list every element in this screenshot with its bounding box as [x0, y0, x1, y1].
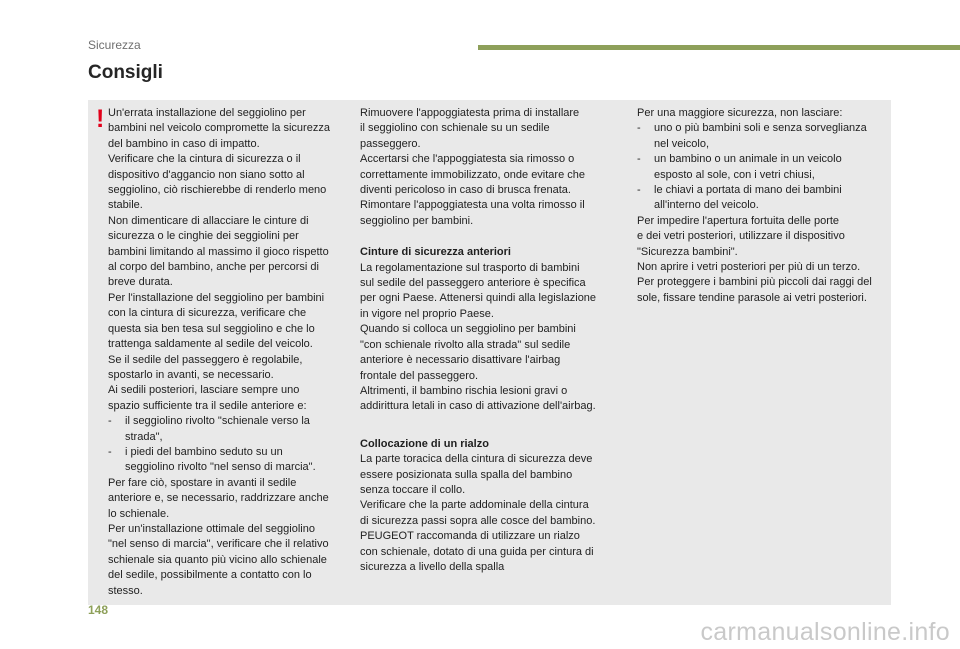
list-item: [637, 121, 885, 152]
paragraph: La parte toracica della cintura di sicurezza deve essere posizionata sulla spalla del bambino senza toccare il collo. Verificare che la parte addominale della cintura di sicurezza passi sopra alle cosce del bambino. PEUGEOT raccomanda di utilizzare un rialzo con schienale, dotato di una guida per cintura di sicurezza a livello della spalla: [360, 453, 596, 573]
advice-panel: [88, 100, 891, 605]
warning-text: Un'errata installazione del seggiolino per bambini nel veicolo compromette la sicurezza del bambino in caso di impatto. Verificare che la cintura di sicurezza o il dispositivo d'aggancio non siano sotto al seggiolino, ciò rischierebbe di renderlo meno stabile. Non dimenticare di allacciare le cinture di sicurezza o le cinghie dei seggiolini per bambini limitando al massimo il gioco rispetto al corpo del bambino, anche per percorsi di breve durata. Per l'installazione del seggiolino per bambini con la cintura di sicurezza, verificare che questa sia ben tesa sul seggiolino e che lo trattenga saldamente al sedile del veicolo. Se il sedile del passeggero è regolabile, spostarlo in avanti, se necessario. Ai sedili posteriori, lasciare sempre uno spazio sufficiente tra il sedile anteriore e:: [108, 107, 330, 412]
column-1: [108, 106, 346, 599]
dash-bullet: -: [108, 415, 112, 428]
list-item: [637, 183, 885, 214]
dash-bullet: -: [108, 445, 112, 458]
subheading-booster: Collocazione di un rialzo: [360, 437, 489, 450]
paragraph: La regolamentazione sul trasporto di bambini sul sedile del passeggero anteriore è specifica per ogni Paese. Attenersi quindi alla legislazione in vigore nel proprio Paese. Quando si colloca un seggiolino per bambini "con schienale rivolto alla strada" sul sedile anteriore è necessario disattivare l'airbag frontale del passeggero. Altrimenti, il bambino rischia lesioni gravi o addirittura letali in caso di attivazione dell'airbag.: [360, 261, 597, 413]
paragraph: Per una maggiore sicurezza, non lasciare:: [637, 107, 843, 119]
list-item-text: uno o più bambini soli e senza sorveglianza nel veicolo,: [654, 122, 867, 150]
paragraph: Per impedire l'apertura fortuita delle porte e dei vetri posteriori, utilizzare il dispositivo "Sicurezza bambini". Non aprire i vetri posteriori per più di un terzo. Per proteggere i bambini più piccoli dai raggi del sole, fissare tendine parasole ai vetri posteriori.: [637, 214, 872, 304]
page-number: 148: [88, 603, 109, 617]
list-item-text: le chiavi a portata di mano dei bambini all'interno del veicolo.: [654, 184, 842, 212]
list-item-text: i piedi del bambino seduto su un seggiolino rivolto "nel senso di marcia".: [125, 445, 316, 474]
list-item: [637, 152, 885, 183]
paragraph: Per fare ciò, spostare in avanti il sedile anteriore e, se necessario, raddrizzare anche lo schienale. Per un'installazione ottimale del seggiolino "nel senso di marcia", verificare che il relativo schienale sia quanto più vicino allo schienale del sedile, possibilmente a contatto con lo stesso.: [108, 476, 329, 597]
page-title: Consigli: [88, 62, 163, 83]
list-item: [108, 445, 346, 476]
column-2: [360, 106, 608, 575]
section-label: Sicurezza: [88, 38, 141, 52]
exclamation-mark-icon: !: [96, 105, 105, 133]
paragraph: Rimuovere l'appoggiatesta prima di installare il seggiolino con schienale su un sedile passeggero. Accertarsi che l'appoggiatesta sia rimosso o correttamente immobilizzato, onde evitare che diventi pericoloso in caso di brusca frenata. Rimontare l'appoggiatesta una volta rimosso il seggiolino per bambini.: [360, 107, 585, 227]
dash-bullet: -: [637, 122, 641, 135]
section-accent-bar: [478, 45, 960, 50]
subheading-front-seatbelts: Cinture di sicurezza anteriori: [360, 246, 511, 259]
column-3: [637, 106, 885, 306]
dash-bullet: -: [637, 153, 641, 166]
list-item: [108, 414, 346, 445]
watermark: carmanualsonline.info: [700, 618, 950, 646]
list-item-text: il seggiolino rivolto "schienale verso la strada",: [125, 415, 310, 443]
dash-bullet: -: [637, 184, 641, 197]
list-item-text: un bambino o un animale in un veicolo esposto al sole, con i vetri chiusi,: [654, 153, 842, 181]
